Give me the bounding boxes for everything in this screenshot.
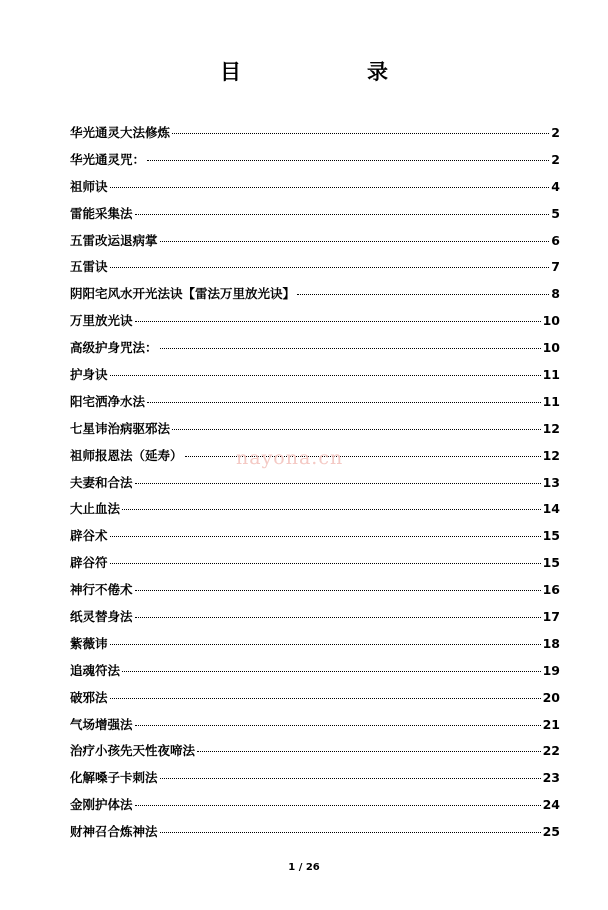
- toc-entry-page: 13: [542, 474, 560, 490]
- toc-entry[interactable]: [70, 604, 560, 631]
- toc-entry-page: 17: [542, 609, 560, 625]
- toc-entry[interactable]: [70, 819, 560, 846]
- toc-entry-page: 25: [542, 824, 560, 840]
- toc-entry-label: 阴阳宅风水开光法诀【雷法万里放光诀】: [70, 286, 296, 302]
- dot-leader: [160, 241, 550, 242]
- toc-entry-page: 8: [551, 286, 560, 302]
- toc-entry-page: 24: [542, 797, 560, 813]
- toc-entry[interactable]: [70, 738, 560, 765]
- dot-leader: [135, 725, 541, 726]
- toc-entry-label: 万里放光诀: [70, 313, 133, 329]
- watermark: nayona.cn: [236, 447, 344, 469]
- dot-leader: [160, 832, 541, 833]
- toc-entry-page: 15: [542, 555, 560, 571]
- toc-entry[interactable]: [70, 335, 560, 362]
- toc-entry-page: 22: [542, 743, 560, 759]
- page-title: 目 录: [220, 60, 416, 84]
- toc-entry-label: 大止血法: [70, 501, 121, 517]
- dot-leader: [135, 617, 541, 618]
- toc-entry-page: 10: [542, 340, 560, 356]
- toc-entry[interactable]: [70, 577, 560, 604]
- toc-entry[interactable]: [70, 362, 560, 389]
- toc-entry-page: 12: [542, 447, 560, 463]
- dot-leader: [122, 509, 541, 510]
- toc-entry-label: 七星讳治病驱邪法: [70, 420, 171, 436]
- toc-entry-label: 高级护身咒法：: [70, 340, 158, 356]
- toc-entry[interactable]: [70, 416, 560, 443]
- dot-leader: [135, 483, 541, 484]
- dot-leader: [147, 402, 541, 403]
- toc-entry[interactable]: [70, 631, 560, 658]
- toc-entry-page: 11: [542, 393, 560, 409]
- toc-entry[interactable]: [70, 228, 560, 255]
- toc-entry-label: 财神召合炼神法: [70, 824, 158, 840]
- dot-leader: [172, 133, 549, 134]
- toc-entry[interactable]: [70, 658, 560, 685]
- toc-entry[interactable]: [70, 712, 560, 739]
- dot-leader: [147, 160, 549, 161]
- dot-leader: [110, 267, 550, 268]
- toc-entry-page: 2: [551, 125, 560, 140]
- toc-entry-page: 18: [542, 635, 560, 651]
- toc-entry-label: 护身诀: [70, 367, 108, 383]
- toc-entry[interactable]: [70, 120, 560, 147]
- toc-entry[interactable]: [70, 281, 560, 308]
- toc-entry-label: 五雷改运退病掌: [70, 232, 158, 248]
- toc-entry-label: 气场增强法: [70, 716, 133, 732]
- toc-entry[interactable]: [70, 550, 560, 577]
- toc-entry-label: 雷能采集法: [70, 205, 133, 221]
- toc-entry-label: 纸灵替身法: [70, 609, 133, 625]
- toc-entry-label: 辟谷术: [70, 528, 108, 544]
- toc-entry-label: 辟谷符: [70, 555, 108, 571]
- toc-entry-label: 华光通灵咒：: [70, 151, 146, 167]
- toc-entry-page: 19: [542, 662, 560, 678]
- toc-entry[interactable]: [70, 308, 560, 335]
- toc-entry-label: 华光通灵大法修炼: [70, 125, 171, 140]
- toc-entry-label: 追魂符法: [70, 662, 121, 678]
- dot-leader: [110, 536, 541, 537]
- toc-entry-label: 神行不倦术: [70, 582, 133, 598]
- toc-entry[interactable]: [70, 523, 560, 550]
- toc-entry[interactable]: [70, 685, 560, 712]
- page-number: 1 / 26: [288, 862, 320, 873]
- toc-entry[interactable]: [70, 765, 560, 792]
- dot-leader: [135, 321, 541, 322]
- toc-entry-page: 23: [542, 770, 560, 786]
- toc-entry[interactable]: [70, 147, 560, 174]
- toc-entry[interactable]: [70, 470, 560, 497]
- toc-entry-label: 夫妻和合法: [70, 474, 133, 490]
- dot-leader: [110, 563, 541, 564]
- dot-leader: [160, 348, 541, 349]
- toc-entry-page: 14: [542, 501, 560, 517]
- toc-entry-label: 治疗小孩先天性夜啼法: [70, 743, 196, 759]
- toc-entry-label: 化解嗓子卡刺法: [70, 770, 158, 786]
- dot-leader: [135, 805, 541, 806]
- dot-leader: [297, 294, 549, 295]
- toc-entry-label: 破邪法: [70, 689, 108, 705]
- toc-entry-label: 五雷诀: [70, 259, 108, 275]
- toc-entry-page: 10: [542, 313, 560, 329]
- toc-entry-page: 16: [542, 582, 560, 598]
- toc-entry-page: 7: [551, 259, 560, 275]
- dot-leader: [197, 751, 541, 752]
- toc-entry-label: 祖师报恩法（延寿）: [70, 447, 183, 463]
- toc-entry-page: 5: [551, 205, 560, 221]
- toc-entry-label: 阳宅洒净水法: [70, 393, 146, 409]
- toc-entry-page: 12: [542, 420, 560, 436]
- toc-entry-page: 6: [551, 232, 560, 248]
- table-of-contents: [70, 120, 560, 846]
- toc-entry-label: 紫薇讳: [70, 635, 108, 651]
- toc-entry-label: 金刚护体法: [70, 797, 133, 813]
- dot-leader: [110, 187, 550, 188]
- dot-leader: [135, 590, 541, 591]
- toc-entry-page: 11: [542, 367, 560, 383]
- toc-entry[interactable]: [70, 792, 560, 819]
- toc-entry-label: 祖师诀: [70, 178, 108, 194]
- toc-entry[interactable]: [70, 496, 560, 523]
- toc-entry-page: 4: [551, 178, 560, 194]
- dot-leader: [122, 671, 541, 672]
- dot-leader: [172, 429, 541, 430]
- dot-leader: [160, 778, 541, 779]
- dot-leader: [135, 214, 550, 215]
- dot-leader: [110, 698, 541, 699]
- toc-entry-page: 15: [542, 528, 560, 544]
- toc-entry-page: 21: [542, 716, 560, 732]
- dot-leader: [110, 644, 541, 645]
- toc-entry-page: 20: [542, 689, 560, 705]
- toc-entry[interactable]: [70, 174, 560, 201]
- toc-entry-page: 2: [551, 151, 560, 167]
- toc-entry[interactable]: [70, 389, 560, 416]
- toc-entry[interactable]: [70, 254, 560, 281]
- dot-leader: [110, 375, 541, 376]
- toc-entry[interactable]: [70, 201, 560, 228]
